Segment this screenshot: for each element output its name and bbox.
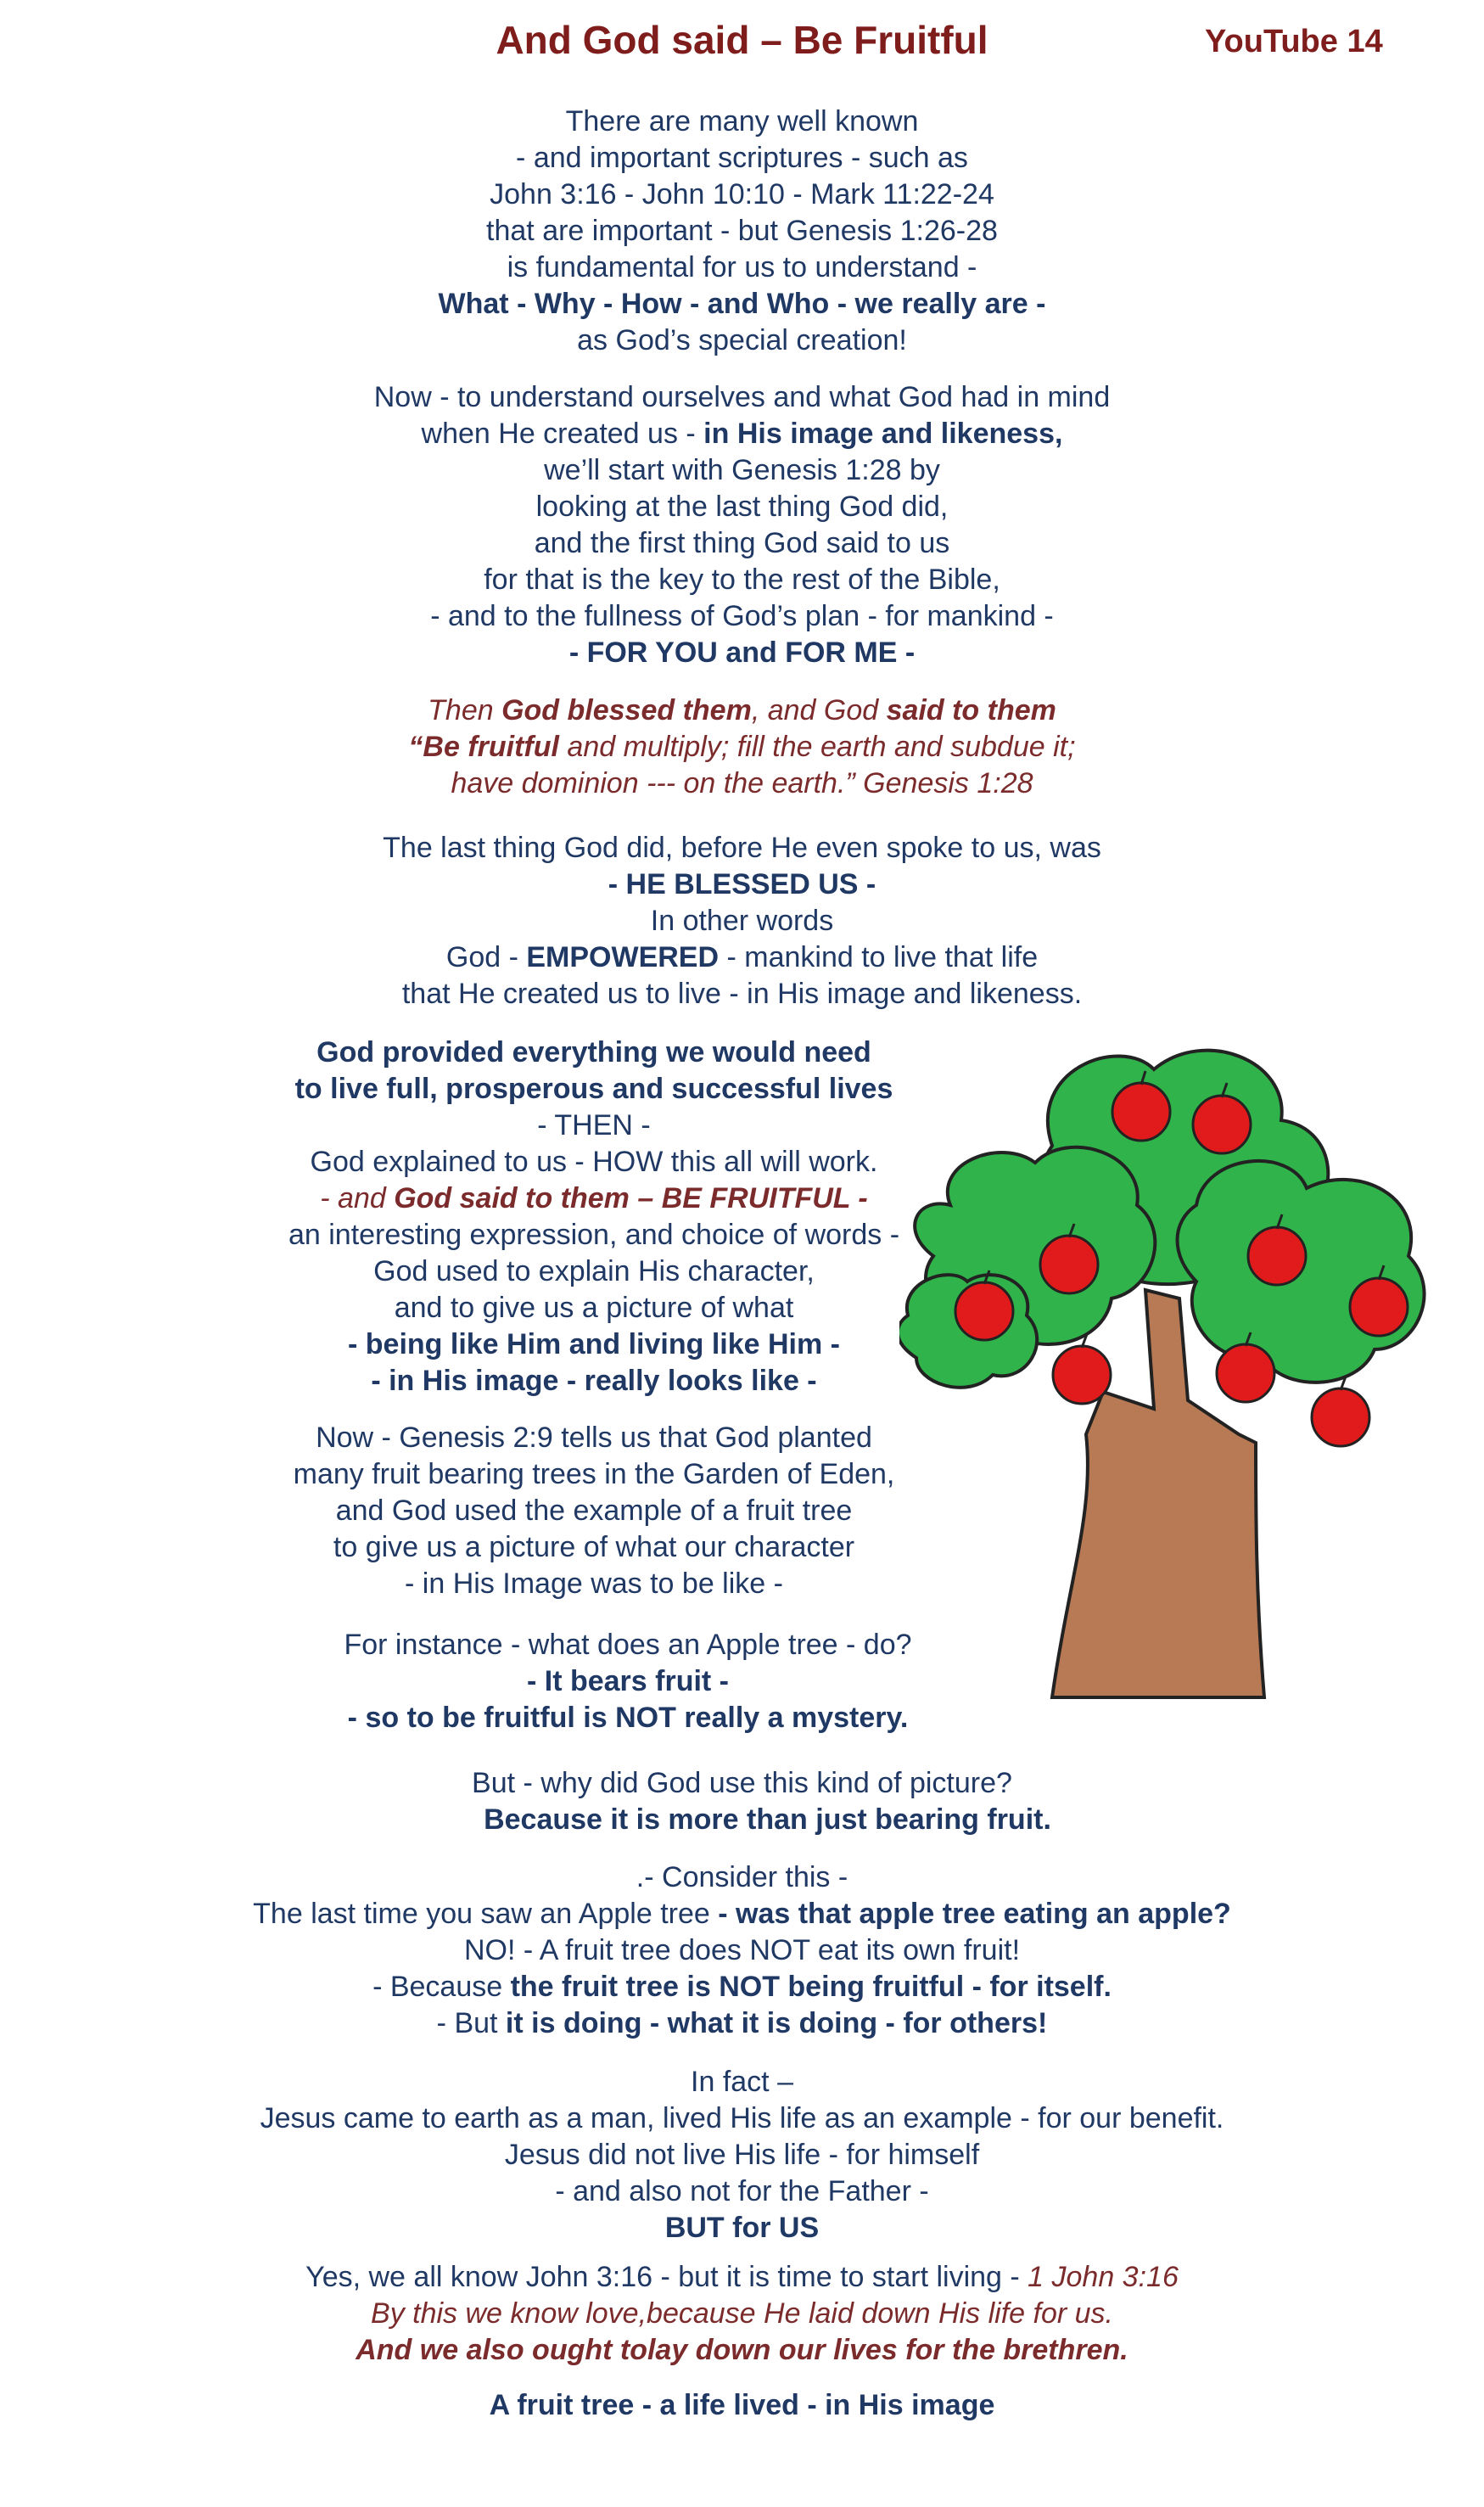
text-line: God used to explain His character, (373, 1255, 815, 1287)
text-line: Now - Genesis 2:9 tells us that God planted (316, 1422, 872, 1454)
quote-line: And we also ought tolay down our lives for the brethren. (356, 2334, 1128, 2366)
text-line: and to give us a picture of what (394, 1292, 794, 1324)
text-line: and God used the example of a fruit tree (335, 1495, 853, 1527)
text-line: God provided everything we would need (316, 1036, 871, 1068)
text-line: an interesting expression, and choice of words - (288, 1219, 900, 1251)
apple-tree-icon (899, 1035, 1442, 1714)
text-line: - and God said to them – BE FRUITFUL - (320, 1182, 868, 1214)
text-line: Jesus did not live His life - for himself (504, 2139, 980, 2171)
paragraph-consider (0, 1859, 1484, 2042)
apple-icon (1312, 1377, 1369, 1446)
intro-line: What - Why - How - and Who - we really are - (438, 288, 1046, 320)
intro-block (0, 104, 1484, 359)
paragraph-why (0, 1765, 1484, 1838)
text-line: God - EMPOWERED - mankind to live that life (445, 941, 1039, 973)
quote-line: have dominion --- on the earth.” Genesis 1:28 (451, 767, 1033, 799)
text-line: - and to the fullness of God’s plan - for mankind - (430, 600, 1054, 632)
paragraph-blessed (0, 830, 1484, 1012)
text-line: that He created us to live - in His image and likeness. (401, 978, 1083, 1010)
text-line: when He created us - in His image and likeness, (421, 418, 1063, 450)
intro-line: is fundamental for us to understand - (507, 251, 977, 283)
youtube-badge: YouTube 14 (1205, 24, 1383, 59)
intro-line: as God’s special creation! (577, 324, 907, 356)
intro-line: that are important - but Genesis 1:26-28 (486, 215, 998, 247)
text-line: - so to be fruitful is NOT really a mystery. (347, 1702, 909, 1734)
text-line: God explained to us - HOW this all will work. (310, 1146, 878, 1178)
text-line: looking at the last thing God did, (535, 491, 949, 523)
text-line: - It bears fruit - (526, 1665, 730, 1697)
text-line: and the first thing God said to us (534, 527, 950, 559)
text-line: Because it is more than just bearing fruit. (484, 1803, 1051, 1836)
text-line: Now - to understand ourselves and what God had in mind (373, 381, 1111, 413)
text-line: Jesus came to earth as a man, lived His life as an example - for our benefit. (260, 2102, 1224, 2134)
text-line: - HE BLESSED US - (608, 868, 876, 900)
text-line: NO! - A fruit tree does NOT eat its own fruit! (463, 1934, 1021, 1966)
text-line: - in His Image was to be like - (405, 1568, 783, 1600)
closing-line: A fruit tree - a life lived - in His image (489, 2389, 995, 2421)
text-line: The last time you saw an Apple tree - was that apple tree eating an apple? (253, 1898, 1231, 1930)
text-line: In fact – (691, 2066, 793, 2098)
paragraph-1-john (0, 2259, 1484, 2369)
text-line: In other words (650, 905, 834, 937)
paragraph-jesus (0, 2064, 1484, 2246)
intro-line: John 3:16 - John 10:10 - Mark 11:22-24 (490, 178, 994, 210)
text-line: - THEN - (537, 1109, 651, 1141)
text-line: we’ll start with Genesis 1:28 by (544, 454, 940, 486)
text-line: But - why did God use this kind of picture? (472, 1767, 1012, 1799)
text-line: The last thing God did, before He even spoke to us, was (383, 832, 1101, 864)
text-line: BUT for US (664, 2212, 820, 2244)
intro-line: There are many well known (565, 105, 919, 137)
scripture-quote (0, 693, 1484, 802)
text-line: .- Consider this - (636, 1861, 848, 1893)
text-line: - in His image - really looks like - (371, 1365, 817, 1397)
text-line: - and also not for the Father - (555, 2175, 929, 2207)
text-line: - Because the fruit tree is NOT being fruitful - for itself. (372, 1971, 1112, 2003)
text-line: - being like Him and living like Him - (348, 1328, 840, 1360)
text-line: many fruit bearing trees in the Garden of Eden, (293, 1458, 895, 1490)
text-line: For instance - what does an Apple tree - do? (344, 1629, 912, 1661)
quote-line: Then God blessed them, and God said to them (428, 694, 1056, 726)
paragraph-genesis (0, 379, 1484, 671)
quote-line: By this we know love,because He laid down His life for us. (371, 2297, 1113, 2330)
intro-line: - and important scriptures - such as (516, 142, 968, 174)
text-line: for that is the key to the rest of the Bible, (484, 564, 1000, 596)
quote-line: “Be fruitful and multiply; fill the earth and subdue it; (408, 731, 1076, 763)
text-line: to give us a picture of what our character (333, 1531, 855, 1563)
page-title: And God said – Be Fruitful (496, 18, 988, 62)
text-line: - FOR YOU and FOR ME - (568, 637, 916, 669)
text-line: - But it is doing - what it is doing - for others! (436, 2007, 1048, 2039)
text-line: to live full, prosperous and successful lives (294, 1073, 893, 1105)
text-line: Yes, we all know John 3:16 - but it is time to start living - 1 John 3:16 (305, 2261, 1179, 2293)
